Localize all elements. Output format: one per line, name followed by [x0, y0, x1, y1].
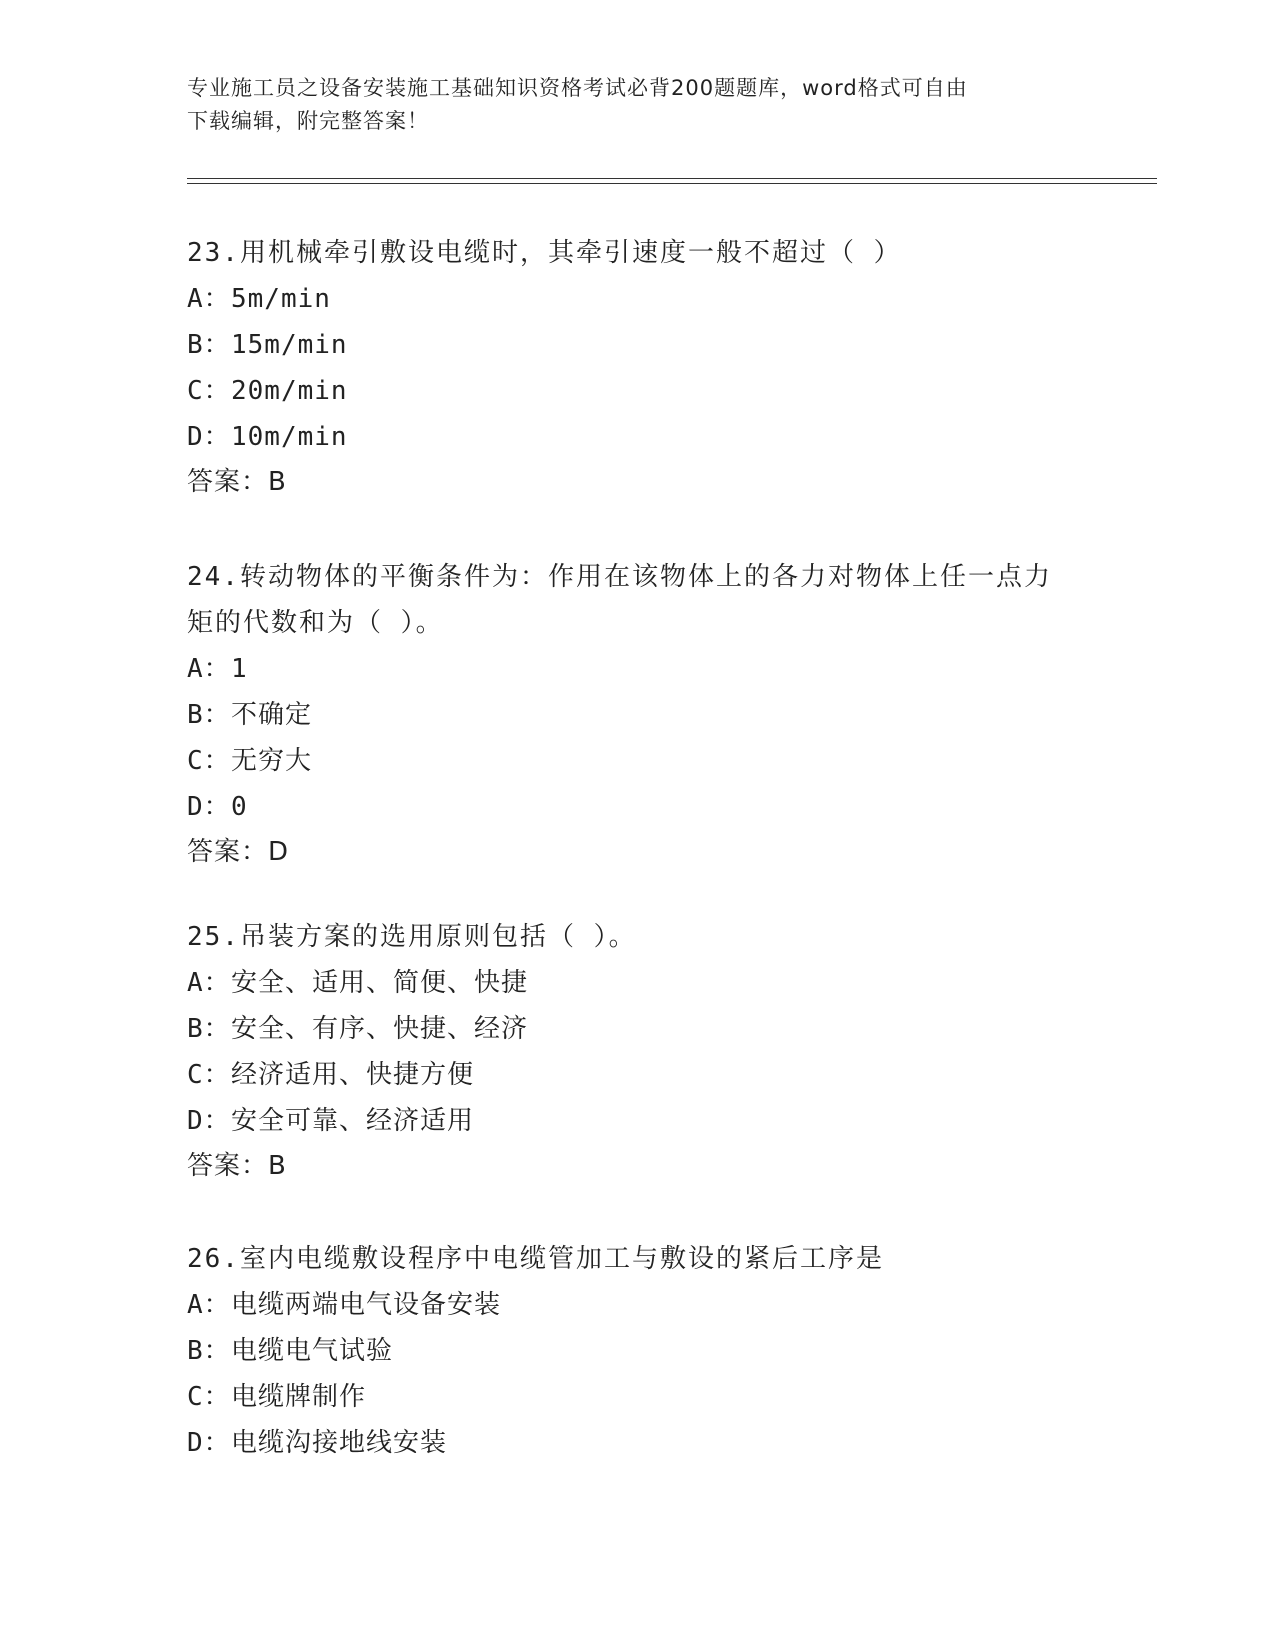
header-line-1: 专业施工员之设备安装施工基础知识资格考试必背200题题库，word格式可自由	[187, 76, 968, 100]
option-key: C：	[187, 1382, 231, 1412]
option-key: A：	[187, 284, 231, 314]
option-key: C：	[187, 1060, 231, 1090]
option-key: C：	[187, 746, 231, 776]
header-line-2: 下载编辑，附完整答案！	[187, 109, 429, 133]
option-key: D：	[187, 1106, 231, 1136]
option-b	[187, 692, 1087, 738]
question-stem: 26.室内电缆敷设程序中电缆管加工与敷设的紧后工序是	[187, 1244, 884, 1274]
option-text: 电缆两端电气设备安装	[231, 1290, 502, 1320]
answer: 答案：D	[187, 837, 290, 867]
option-text: 不确定	[231, 700, 313, 730]
option-b	[187, 1328, 1087, 1374]
option-text: 电缆牌制作	[231, 1382, 367, 1412]
option-d	[187, 1098, 1087, 1144]
option-key: C：	[187, 376, 231, 406]
question-25	[187, 914, 1087, 1188]
question-stem-line-2: 矩的代数和为（ ）。	[187, 608, 444, 638]
option-a	[187, 1282, 1087, 1328]
option-key: D：	[187, 422, 231, 452]
option-b	[187, 1006, 1087, 1052]
option-d	[187, 1420, 1087, 1466]
question-23	[187, 230, 1087, 504]
option-text: 安全、有序、快捷、经济	[231, 1014, 529, 1044]
option-d	[187, 784, 1087, 830]
option-text: 电缆沟接地线安装	[231, 1428, 448, 1458]
option-text: 20m/min	[231, 376, 348, 406]
question-stem: 25.吊装方案的选用原则包括（ ）。	[187, 922, 637, 952]
option-key: A：	[187, 654, 231, 684]
header-divider-top	[187, 178, 1157, 179]
option-c	[187, 1374, 1087, 1420]
option-key: B：	[187, 700, 231, 730]
option-key: B：	[187, 330, 231, 360]
question-24	[187, 554, 1087, 874]
option-b	[187, 322, 1087, 368]
option-c	[187, 1052, 1087, 1098]
document-header	[187, 72, 1067, 138]
option-a	[187, 960, 1087, 1006]
answer: 答案：B	[187, 467, 287, 497]
option-key: A：	[187, 968, 231, 998]
option-text: 无穷大	[231, 746, 313, 776]
question-stem-line-1: 24.转动物体的平衡条件为：作用在该物体上的各力对物体上任一点力	[187, 562, 1052, 592]
option-a	[187, 646, 1087, 692]
option-text: 安全、适用、简便、快捷	[231, 968, 529, 998]
option-text: 5m/min	[231, 284, 331, 314]
option-text: 0	[231, 792, 248, 822]
option-key: D：	[187, 1428, 231, 1458]
option-key: B：	[187, 1014, 231, 1044]
option-key: B：	[187, 1336, 231, 1366]
option-text: 安全可靠、经济适用	[231, 1106, 475, 1136]
option-text: 经济适用、快捷方便	[231, 1060, 475, 1090]
answer: 答案：B	[187, 1151, 287, 1181]
option-key: D：	[187, 792, 231, 822]
header-divider-bottom	[187, 183, 1157, 184]
option-text: 10m/min	[231, 422, 348, 452]
question-26	[187, 1236, 1087, 1466]
option-key: A：	[187, 1290, 231, 1320]
question-stem: 23.用机械牵引敷设电缆时，其牵引速度一般不超过（ ）	[187, 238, 902, 268]
option-d	[187, 414, 1087, 460]
option-c	[187, 738, 1087, 784]
option-text: 15m/min	[231, 330, 348, 360]
option-a	[187, 276, 1087, 322]
option-c	[187, 368, 1087, 414]
option-text: 1	[231, 654, 248, 684]
option-text: 电缆电气试验	[231, 1336, 394, 1366]
